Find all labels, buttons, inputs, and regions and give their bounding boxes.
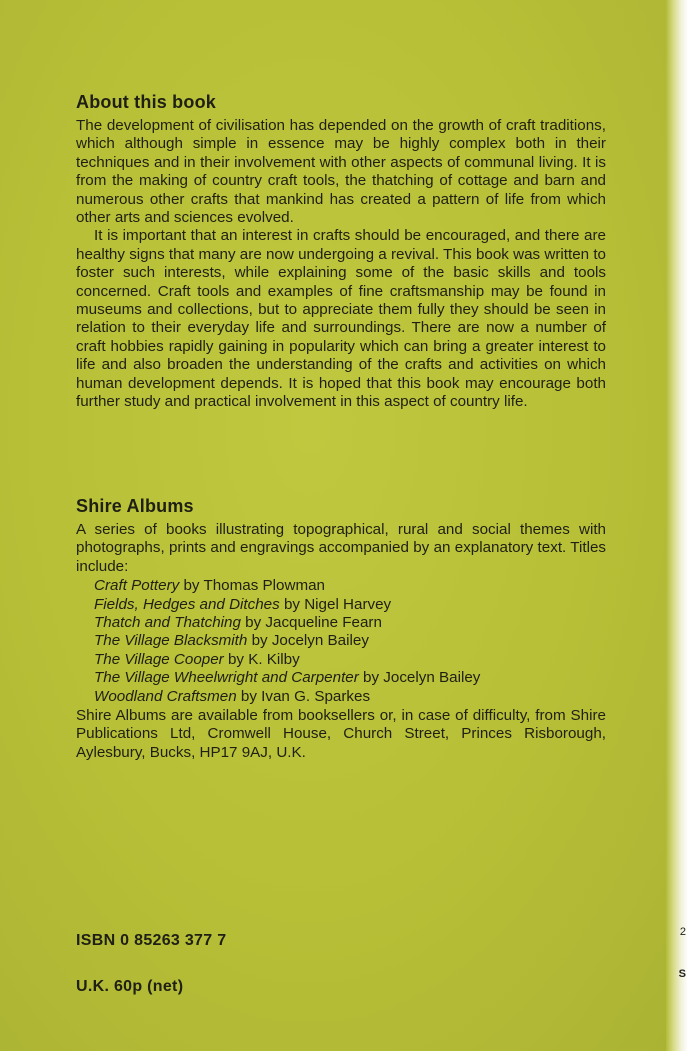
book-title: Fields, Hedges and Ditches <box>94 595 280 613</box>
book-title: The Village Wheelwright and Carpenter <box>94 669 359 687</box>
book-author: by K. Kilby <box>223 650 300 668</box>
title-item <box>94 669 606 687</box>
spine-edge <box>666 0 688 1051</box>
isbn: ISBN 0 85263 377 7 <box>76 932 227 949</box>
book-author: by Nigel Harvey <box>279 595 392 613</box>
about-paragraph-1: The development of civilisation has depended on the growth of craft traditions, which although simple in essence may be highly complex both in their techniques and in their involvement with other aspects of communal living. It is from the making of country craft tools, the thatching of cottage and barn and numerous other crafts that mankind has created a pattern of life from which other arts and sciences evolved. <box>76 117 606 227</box>
title-item <box>94 614 606 632</box>
book-title: The Village Blacksmith <box>94 632 248 650</box>
about-section <box>76 92 606 412</box>
spine-mark-logo: S <box>678 968 686 980</box>
book-title: Thatch and Thatching <box>94 614 241 632</box>
title-list <box>94 577 606 706</box>
book-author: by Thomas Plowman <box>179 577 325 595</box>
title-item <box>94 596 606 614</box>
title-item <box>94 632 606 650</box>
book-author: by Jocelyn Bailey <box>247 632 369 650</box>
title-item <box>94 651 606 669</box>
book-author: by Jacqueline Fearn <box>240 614 382 632</box>
book-author: by Ivan G. Sparkes <box>236 687 371 705</box>
spine-mark-number: 2 <box>679 926 686 938</box>
book-title: Woodland Craftsmen <box>94 687 237 705</box>
availability-text: Shire Albums are available from booksellers or, in case of difficulty, from Shire Publications Ltd, Cromwell House, Church Street, Princes Risborough, Aylesbury, Bucks, HP17 9AJ, U.K. <box>76 707 606 761</box>
albums-heading: Shire Albums <box>76 496 194 516</box>
title-item <box>94 688 606 706</box>
title-item <box>94 577 606 595</box>
albums-intro: A series of books illustrating topographical, rural and social themes with photographs, prints and engravings accompanied by an explanatory text. Titles include: <box>76 521 606 575</box>
about-paragraph-2: It is important that an interest in crafts should be encouraged, and there are healthy signs that many are now undergoing a revival. This book was written to foster such interests, while explaining some of the basic skills and tools concerned. Craft tools and examples of fine craftsmanship may be found in museums and collections, but to appreciate them fully they should be seen in relation to their everyday life and surroundings. There are now a number of craft hobbies rapidly gaining in popularity which can bring a greater interest to life and also broaden the understanding of the crafts and activities on which human development depends. It is hoped that this book may encourage both further study and practical involvement in this aspect of country life. <box>76 227 606 411</box>
shire-albums-section <box>76 496 606 762</box>
about-heading: About this book <box>76 92 216 112</box>
price: U.K. 60p (net) <box>76 978 184 995</box>
book-title: Craft Pottery <box>94 577 180 595</box>
book-title: The Village Cooper <box>94 650 224 668</box>
book-author: by Jocelyn Bailey <box>358 669 481 687</box>
